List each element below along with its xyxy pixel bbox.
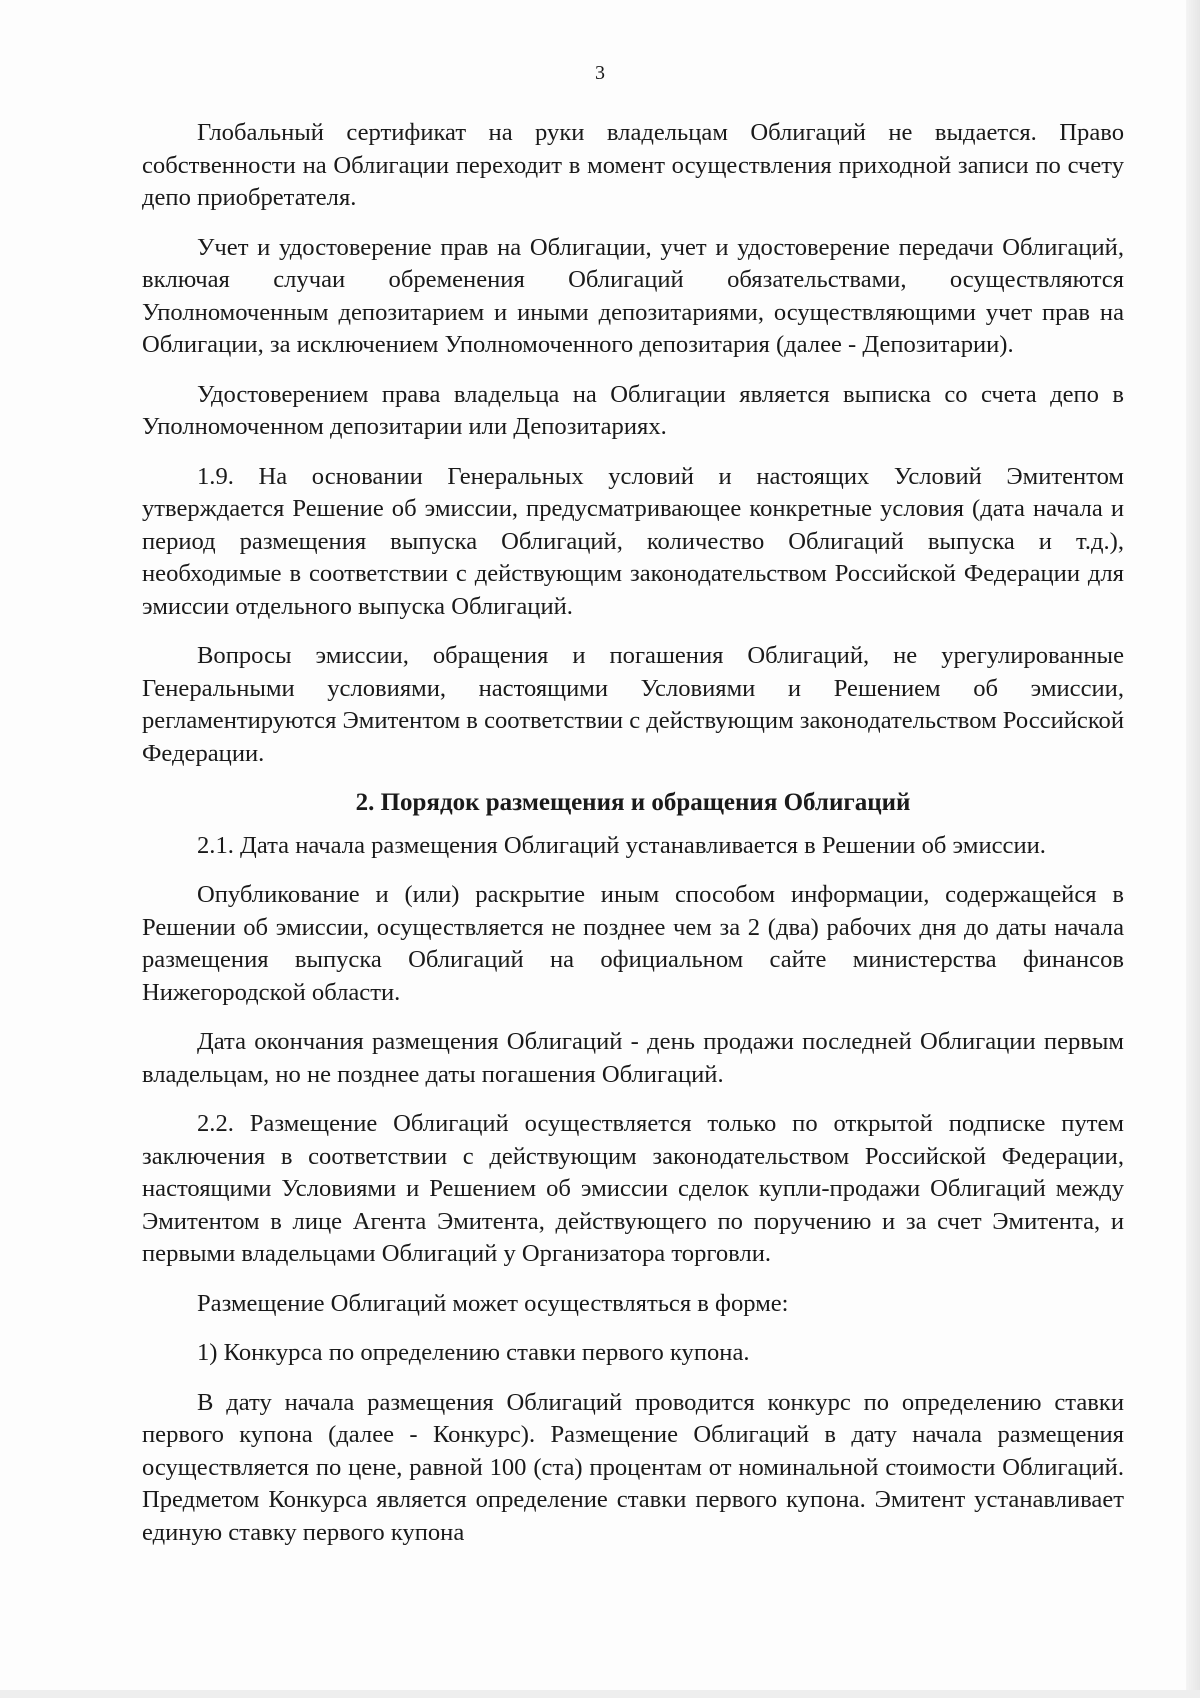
paragraph-rights-certification: Удостоверением права владельца на Облигации является выписка со счета депо в Уполномоченном депозитарии или Депозитариях.: [142, 380, 1124, 440]
paragraph-publication: Опубликование и (или) раскрытие иным способом информации, содержащейся в Решении об эмиссии, осуществляется не позднее чем за 2 (два) рабочих дня до даты начала размещения выпуска Облигаций на официальном сайте министерства финансов Нижегородской области.: [142, 881, 1124, 1006]
paragraph-clause-1-9: 1.9. На основании Генеральных условий и настоящих Условий Эмитентом утверждается Решение об эмиссии, предусматривающее конкретные условия (дата начала и период размещения выпуска Облигаций, количество Облигаций выпуска и т.д.), необходимые в соответствии с действующим законодательством Российской Федерации для эмиссии отдельного выпуска Облигаций.: [142, 462, 1124, 620]
paragraph-placement-end: Дата окончания размещения Облигаций - день продажи последней Облигации первым владельцам, но не позднее даты погашения Облигаций.: [142, 1028, 1124, 1088]
paragraph-global-certificate: Глобальный сертификат на руки владельцам Облигаций не выдается. Право собственности на Облигации переходит в момент осуществления приходной записи по счету депо приобретателя.: [142, 119, 1124, 211]
paragraph-clause-2-1: 2.1. Дата начала размещения Облигаций устанавливается в Решении об эмиссии.: [197, 831, 1046, 859]
scan-edge: [1186, 0, 1200, 1698]
paragraph-clause-2-2: 2.2. Размещение Облигаций осуществляется только по открытой подписке путем заключения в соответствии с действующим законодательством Российской Федерации, настоящими Условиями и Решением об эмиссии сделок купли-продажи Облигаций между Эмитентом в лице Агента Эмитента, действующего по поручению и за счет Эмитента, и первыми владельцами Облигаций у Организатора торговли.: [142, 1110, 1124, 1267]
page-number: 3: [595, 62, 605, 84]
section-heading-placement: 2. Порядок размещения и обращения Облигаций: [355, 789, 911, 816]
paragraph-unregulated-issues: Вопросы эмиссии, обращения и погашения Облигаций, не урегулированные Генеральными условиями, настоящими Условиями и Решением об эмиссии, регламентируются Эмитентом в соответствии с действующим законодательством Российской Федерации.: [142, 642, 1124, 767]
paragraph-placement-form: Размещение Облигаций может осуществляться в форме:: [197, 1289, 789, 1317]
paragraph-auction-item: 1) Конкурса по определению ставки первого купона.: [197, 1339, 750, 1366]
document-body: [142, 117, 1124, 1549]
paragraph-auction-description: В дату начала размещения Облигаций проводится конкурс по определению ставки первого купона (далее - Конкурс). Размещение Облигаций в дату начала размещения осуществляется по цене, равной 100 (ста) процентам от номинальной стоимости Облигаций. Предметом Конкурса является определение ставки первого купона. Эмитент устанавливает единую ставку первого купона: [142, 1388, 1124, 1546]
scan-bottom-edge: [0, 1690, 1200, 1698]
paragraph-rights-accounting: Учет и удостоверение прав на Облигации, учет и удостоверение передачи Облигаций, включая случаи обременения Облигаций обязательствами, осуществляются Уполномоченным депозитарием и иными депозитариями, осуществляющими учет прав на Облигации, за исключением Уполномоченного депозитария (далее - Депозитарии).: [142, 233, 1124, 358]
